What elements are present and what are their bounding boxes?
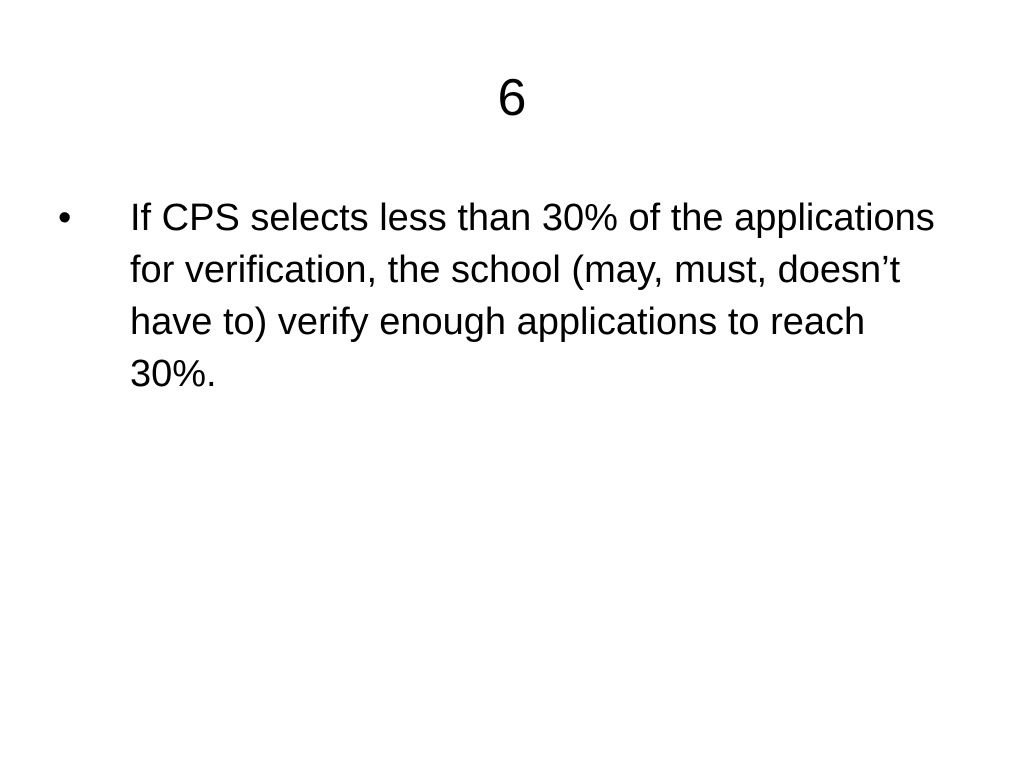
bullet-text: If CPS selects less than 30% of the applications for verification, the school (may, must, doesn’t have to) verify enough applications to reach 30%. [130, 197, 935, 395]
bullet-marker: • [58, 197, 72, 239]
bullet-item [58, 192, 938, 400]
slide-title: 6 [497, 69, 527, 127]
bullet-list [58, 192, 938, 400]
